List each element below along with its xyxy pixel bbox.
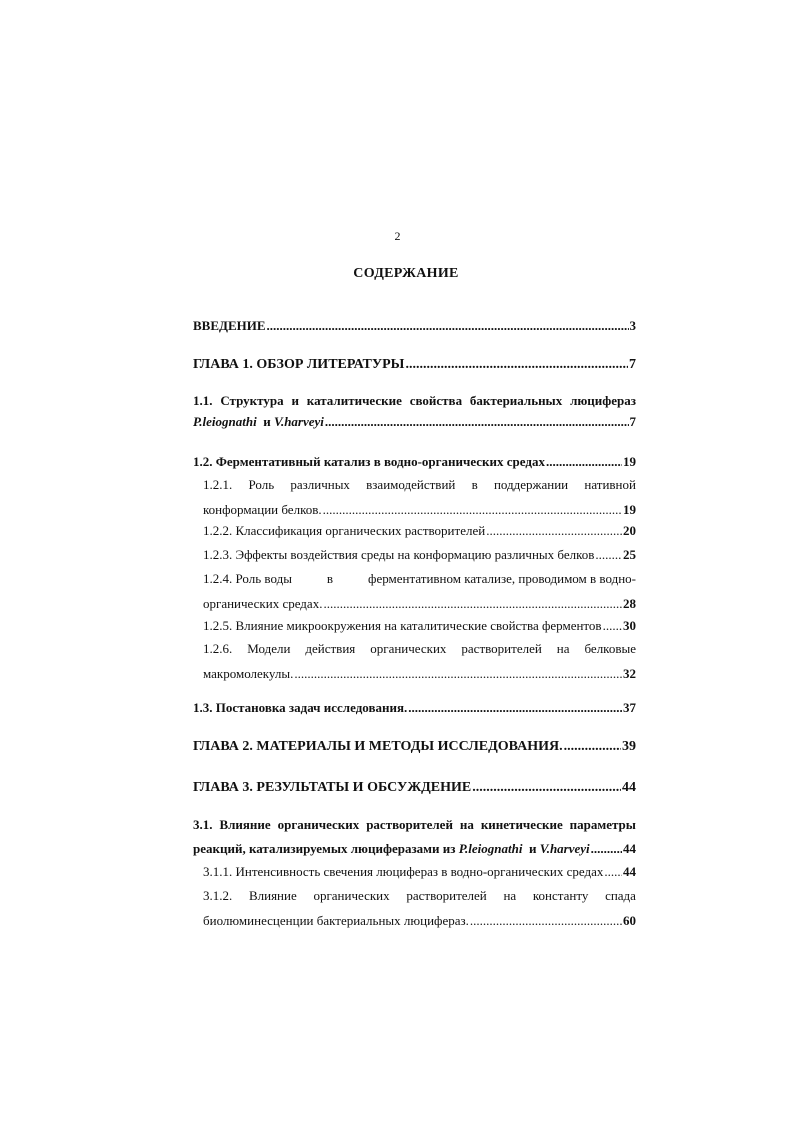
toc-page: 19	[623, 502, 636, 517]
organism-name: P.leiognathi	[458, 841, 523, 856]
toc-label: ГЛАВА 1. ОБЗОР ЛИТЕРАТУРЫ	[193, 357, 405, 372]
toc-page: 39	[622, 739, 636, 754]
toc-line-2: конформации белков. ..... 19	[193, 502, 636, 518]
toc-page: 7	[629, 357, 636, 372]
toc-entry-intro[interactable]	[193, 318, 636, 334]
toc-page: 19	[623, 454, 636, 469]
toc-entry-1-2[interactable]	[193, 454, 636, 470]
toc-entry-1-2-5[interactable]: 1.2.5. Влияние микроокружения на каталитические свойства ферментов ..... 30	[193, 618, 636, 634]
leader-dots	[604, 864, 622, 880]
toc-entry-chapter-1[interactable]	[193, 357, 636, 373]
toc-entry-1-2-4[interactable]	[193, 571, 636, 612]
toc-line-2: P.leiognathi и V.harveyi ..... 7	[193, 414, 636, 430]
leader-dots	[472, 780, 621, 796]
toc-entry-3-1-1[interactable]: 3.1.1. Интенсивность свечения люцифераз в водно-органических средах ..... 44	[193, 864, 636, 880]
toc-line-2: органических средах. ..... 28	[193, 596, 636, 612]
toc-line-1: 1.2.1. Роль различных взаимодействий в поддержании нативной	[203, 477, 636, 492]
toc-entry-1-2-3[interactable]: 1.2.3. Эффекты воздействия среды на конформацию различных белков ..... 25	[193, 547, 636, 563]
leader-dots	[323, 596, 622, 612]
toc-entry-1-2-2[interactable]: 1.2.2. Классификация органических растворителей ..... 20	[193, 523, 636, 539]
toc-line-2: макромолекулы. ..... 32	[193, 666, 636, 682]
toc-label: ВВЕДЕНИЕ	[193, 318, 266, 333]
leader-dots	[408, 700, 622, 716]
toc-entry-1-2-1[interactable]	[193, 477, 636, 518]
toc-line-1: 1.2.4. Роль воды в ферментативном катализе, проводимом в водно-	[203, 571, 636, 586]
organism-name: P.leiognathi	[193, 414, 257, 429]
toc-page: 32	[623, 666, 636, 681]
toc-page: 30	[623, 618, 636, 633]
page-number: 2	[394, 229, 401, 243]
leader-dots	[603, 618, 622, 634]
toc-line-2: реакций, катализируемых люциферазами из P.leiognathi и V.harveyi ..... 44	[193, 841, 636, 857]
leader-dots	[595, 547, 622, 563]
toc-label: 1.2. Ферментативный катализ в водно-органических средах	[193, 454, 545, 469]
leader-dots	[564, 739, 621, 755]
leader-dots	[323, 502, 622, 518]
leader-dots	[294, 666, 622, 682]
toc-page: 44	[623, 841, 636, 856]
toc-line-2: биолюминесценции бактериальных люцифераз. ..... 60	[193, 913, 636, 929]
toc-line-1: 3.1.2. Влияние органических растворителей на константу спада	[203, 888, 636, 903]
toc-page: 7	[629, 414, 636, 429]
leader-dots	[325, 414, 629, 430]
leader-dots	[486, 523, 622, 539]
toc-entry-3-1-2[interactable]	[193, 888, 636, 929]
toc-page: 20	[623, 523, 636, 538]
toc-line-1: 3.1. Влияние органических растворителей на кинетические параметры	[193, 817, 636, 832]
toc-page: 3	[629, 318, 636, 333]
toc-page: 28	[623, 596, 636, 611]
organism-name: V.harveyi	[273, 414, 324, 429]
leader-dots	[470, 913, 622, 929]
toc-page: 25	[623, 547, 636, 562]
toc-entry-1-1[interactable]	[193, 393, 636, 430]
toc-page: 37	[623, 700, 636, 715]
toc-entry-chapter-2[interactable]: ГЛАВА 2. МАТЕРИАЛЫ И МЕТОДЫ ИССЛЕДОВАНИЯ. ..... 39	[193, 739, 636, 755]
toc-page: 44	[623, 864, 636, 879]
toc-entry-3-1[interactable]	[193, 817, 636, 857]
page-title: СОДЕРЖАНИЕ	[353, 266, 459, 281]
leader-dots	[405, 357, 628, 373]
leader-dots	[591, 841, 622, 857]
leader-dots	[267, 318, 629, 334]
toc-page: 44	[622, 780, 636, 795]
organism-name: V.harveyi	[539, 841, 590, 856]
toc-entry-1-3[interactable]: 1.3. Постановка задач исследования. ..... 37	[193, 700, 636, 716]
toc-entry-1-2-6[interactable]	[193, 641, 636, 682]
toc-page: 60	[623, 913, 636, 928]
leader-dots	[546, 454, 622, 470]
toc-entry-chapter-3[interactable]: ГЛАВА 3. РЕЗУЛЬТАТЫ И ОБСУЖДЕНИЕ ..... 44	[193, 780, 636, 796]
toc-line-1: 1.2.6. Модели действия органических растворителей на белковые	[203, 641, 636, 656]
toc-line-1: 1.1. Структура и каталитические свойства бактериальных люцифераз	[193, 393, 636, 408]
